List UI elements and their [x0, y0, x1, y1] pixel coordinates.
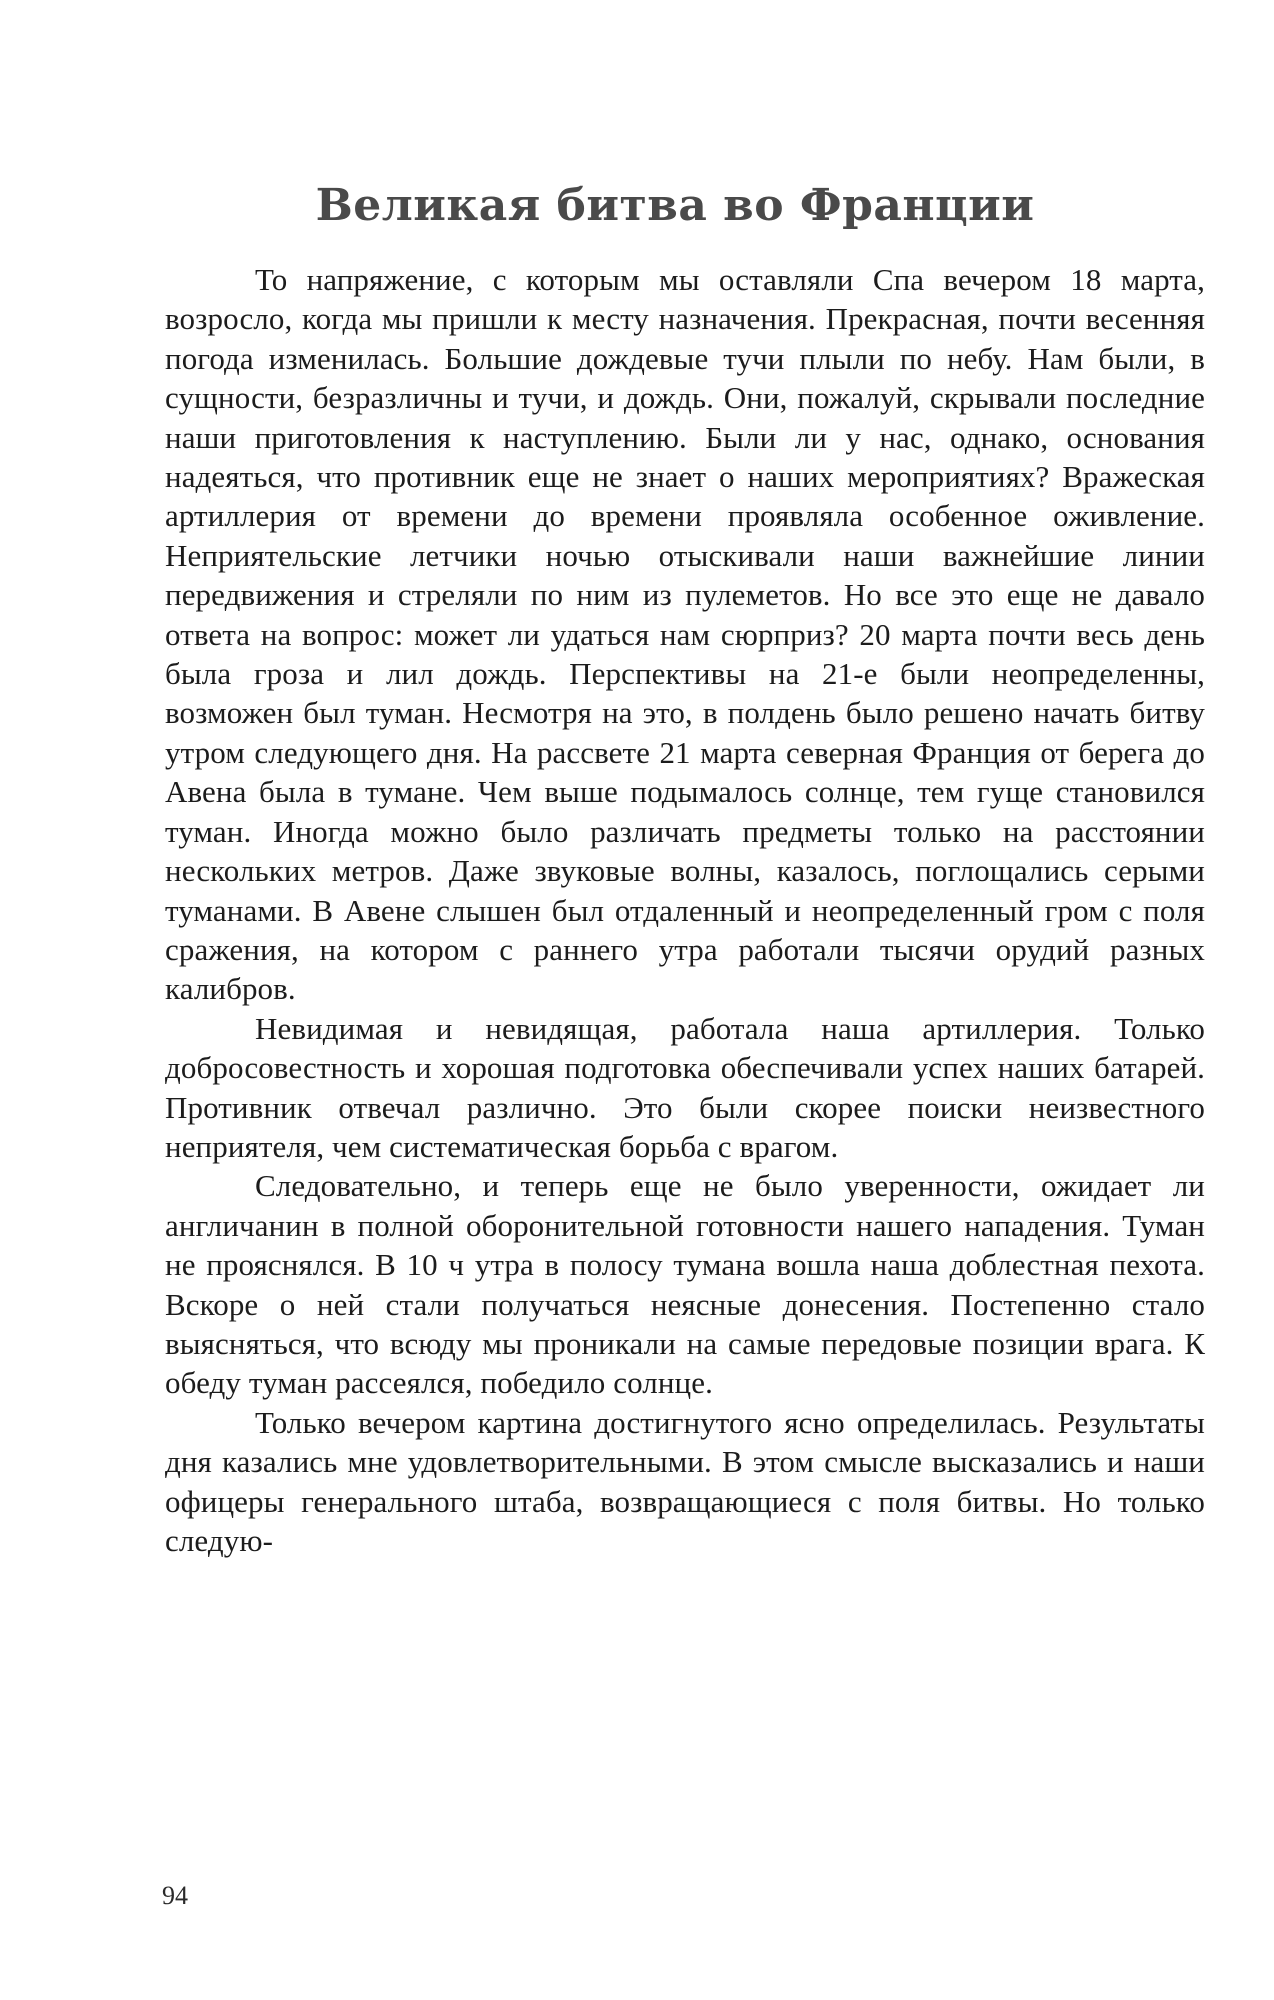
page-number: 94 — [162, 1881, 188, 1910]
paragraph: Только вечером картина достигнутого ясно определилась. Результаты дня казались мне удовлетворительными. В этом смысле высказались и наши офицеры генерального штаба, возвращающиеся с поля битвы. Но только следую- — [165, 1404, 1205, 1558]
paragraph: Невидимая и невидящая, работала наша артиллерия. Только добросовестность и хорошая подготовка обеспечивали успех наших батарей. Противник отвечал различно. Это были скорее поиски неизвестного неприятеля, чем систематическая борьба с врагом. — [165, 1010, 1205, 1164]
paragraph: То напряжение, с которым мы оставляли Спа вечером 18 марта, возросло, когда мы пришли к месту назначения. Прекрасная, почти весенняя погода изменилась. Большие дождевые тучи плыли по небу. Нам были, в сущности, безразличны и тучи, и дождь. Они, пожалуй, скрывали последние наши приготовления к наступлению. Были ли у нас, однако, основания надеяться, что противник еще не знает о наших мероприятиях? Вражеская артиллерия от времени до времени проявляла особенное оживление. Неприятельские летчики ночью отыскивали наши важнейшие линии передвижения и стреляли по ним из пулеметов. Но все это еще не давало ответа на вопрос: может ли удаться нам сюрприз? 20 марта почти весь день была гроза и лил дождь. Перспективы на 21-е были неопределенны, возможен был туман. Несмотря на это, в полдень было решено начать битву утром следующего дня. На рассвете 21 марта северная Франция от берега до Авена была в тумане. Чем выше подымалось солнце, тем гуще становился туман. Иногда можно было различать предметы только на расстоянии нескольких метров. Даже звуковые волны, казалось, поглощались серыми туманами. В Авене слышен был отдаленный и неопределенный гром с поля сражения, на котором с раннего утра работали тысячи орудий разных калибров. — [165, 262, 1205, 1007]
body-text — [165, 260, 1205, 1560]
paragraph: Следовательно, и теперь еще не было уверенности, ожидает ли англичанин в полной оборонительной готовности нашего нападения. Туман не прояснялся. В 10 ч утра в полосу тумана вошла наша доблестная пехота. Вскоре о ней стали получаться неясные донесения. Постепенно стало выясняться, что всюду мы проникали на самые передовые позиции врага. К обеду туман рассеялся, победило солнце. — [165, 1168, 1205, 1401]
chapter-title: Великая битва во Франции — [315, 180, 1035, 231]
